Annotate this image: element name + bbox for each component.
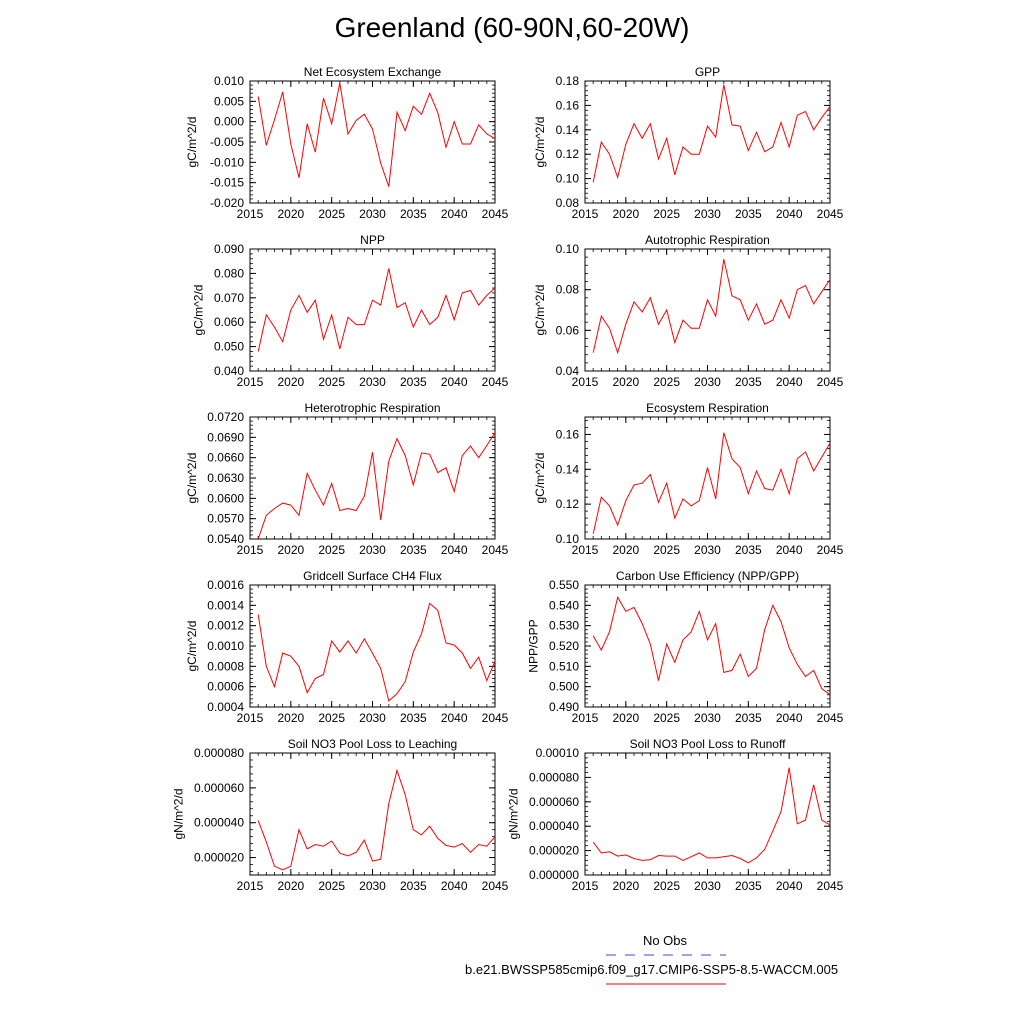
y-tick-label: 0.005 — [213, 94, 244, 109]
y-tick-label: 0.070 — [213, 290, 244, 305]
x-tick-label: 2035 — [734, 543, 762, 557]
x-tick-label: 2035 — [399, 543, 427, 557]
panel-title: GPP — [694, 65, 721, 79]
y-tick-label: 0.060 — [213, 315, 244, 330]
plot-frame — [250, 585, 495, 707]
y-tick-label: 0.10 — [555, 242, 579, 256]
x-tick-label: 2015 — [571, 207, 599, 221]
y-tick-label: -0.020 — [209, 196, 244, 210]
x-tick-label: 2045 — [481, 879, 509, 893]
series-line — [258, 433, 495, 539]
y-axis-label: gC/m^2/d — [533, 452, 548, 504]
chart-panel-10 — [506, 737, 843, 893]
y-tick-label: 0.00010 — [535, 746, 579, 760]
x-tick-label: 2040 — [775, 375, 803, 389]
y-tick-label: 0.10 — [555, 171, 579, 186]
y-axis-label: NPP/GPP — [526, 619, 541, 673]
chart-panel-7 — [185, 569, 509, 725]
y-axis-label: gC/m^2/d — [533, 284, 548, 336]
x-tick-label: 2030 — [694, 711, 721, 725]
y-tick-label: -0.010 — [209, 155, 244, 170]
x-tick-label: 2030 — [694, 879, 721, 893]
plot-frame — [585, 249, 830, 371]
x-tick-label: 2015 — [571, 543, 599, 557]
series-line — [593, 85, 830, 183]
x-tick-label: 2020 — [277, 207, 305, 221]
x-tick-label: 2025 — [653, 375, 681, 389]
y-tick-label: 0.000020 — [528, 843, 579, 858]
chart-panel-1 — [185, 65, 509, 221]
y-tick-label: 0.0014 — [207, 598, 244, 613]
x-tick-label: 2020 — [612, 543, 640, 557]
y-tick-label: 0.0600 — [207, 491, 244, 506]
x-tick-label: 2040 — [775, 543, 803, 557]
y-tick-label: 0.0630 — [207, 471, 244, 485]
y-tick-label: 0.14 — [555, 122, 579, 137]
y-tick-label: 0.490 — [548, 700, 579, 714]
legend-obs-label: No Obs — [642, 933, 688, 948]
y-tick-label: 0.14 — [555, 462, 579, 477]
x-tick-label: 2020 — [277, 711, 305, 725]
x-tick-label: 2025 — [653, 879, 681, 893]
y-tick-label: 0.000 — [213, 114, 244, 129]
panel-title: Heterotrophic Respiration — [304, 401, 441, 415]
x-tick-label: 2045 — [481, 375, 509, 389]
y-tick-label: 0.0690 — [207, 430, 244, 445]
y-tick-label: 0.000060 — [193, 780, 244, 795]
x-tick-label: 2020 — [612, 879, 640, 893]
x-tick-label: 2015 — [236, 879, 264, 893]
x-tick-label: 2025 — [653, 543, 681, 557]
y-tick-label: 0.0016 — [207, 578, 244, 592]
x-tick-label: 2020 — [277, 375, 305, 389]
x-tick-label: 2035 — [734, 207, 762, 221]
x-tick-label: 2030 — [359, 711, 386, 725]
y-tick-label: 0.010 — [213, 74, 244, 88]
x-tick-label: 2035 — [734, 879, 762, 893]
x-tick-label: 2045 — [481, 711, 509, 725]
x-tick-label: 2030 — [359, 375, 386, 389]
y-tick-label: 0.04 — [555, 364, 579, 378]
x-tick-label: 2040 — [775, 711, 803, 725]
x-tick-label: 2025 — [318, 375, 346, 389]
x-tick-label: 2040 — [440, 375, 468, 389]
x-tick-label: 2015 — [571, 879, 599, 893]
y-tick-label: 0.0540 — [207, 532, 244, 546]
y-tick-label: 0.0012 — [207, 618, 244, 633]
chart-panel-3 — [192, 233, 509, 389]
y-tick-label: 0.000000 — [528, 868, 579, 882]
x-tick-label: 2020 — [612, 711, 640, 725]
x-tick-label: 2025 — [653, 207, 681, 221]
y-tick-label: 0.0570 — [207, 511, 244, 526]
x-tick-label: 2040 — [440, 711, 468, 725]
plot-frame — [250, 81, 495, 203]
y-tick-label: 0.500 — [548, 679, 579, 694]
x-tick-label: 2045 — [481, 207, 509, 221]
x-tick-label: 2045 — [816, 375, 844, 389]
x-tick-label: 2040 — [440, 543, 468, 557]
y-tick-label: 0.18 — [555, 74, 579, 88]
x-tick-label: 2045 — [816, 543, 844, 557]
x-tick-label: 2025 — [318, 207, 346, 221]
panel-title: Ecosystem Respiration — [646, 401, 769, 415]
chart-panel-2 — [533, 65, 843, 221]
y-tick-label: 0.12 — [555, 147, 579, 162]
x-tick-label: 2035 — [734, 711, 762, 725]
y-tick-label: 0.0008 — [207, 659, 244, 674]
x-tick-label: 2015 — [236, 711, 264, 725]
y-tick-label: 0.000040 — [193, 815, 244, 830]
y-tick-label: 0.540 — [548, 598, 579, 613]
x-tick-label: 2020 — [277, 543, 305, 557]
y-tick-label: 0.0004 — [207, 700, 244, 714]
x-tick-label: 2045 — [816, 207, 844, 221]
y-tick-label: 0.0660 — [207, 450, 244, 465]
series-line — [593, 768, 830, 863]
x-tick-label: 2045 — [816, 711, 844, 725]
y-tick-label: 0.000080 — [193, 746, 244, 760]
panel-title: NPP — [360, 233, 385, 247]
plot-frame — [250, 249, 495, 371]
y-tick-label: 0.530 — [548, 618, 579, 633]
series-line — [593, 597, 830, 695]
chart-panel-6 — [533, 401, 843, 557]
y-axis-label: gC/m^2/d — [184, 452, 199, 504]
chart-panel-5 — [185, 401, 509, 557]
x-tick-label: 2035 — [734, 375, 762, 389]
series-line — [258, 603, 495, 701]
y-tick-label: 0.090 — [213, 242, 244, 256]
x-tick-label: 2035 — [399, 711, 427, 725]
x-tick-label: 2035 — [399, 207, 427, 221]
x-tick-label: 2020 — [277, 879, 305, 893]
legend-model-label: b.e21.BWSSP585cmip6.f09_g17.CMIP6-SSP5-8.5-WACCM.005 — [465, 962, 839, 977]
x-tick-label: 2020 — [612, 207, 640, 221]
x-tick-label: 2025 — [318, 711, 346, 725]
y-tick-label: -0.005 — [209, 135, 244, 149]
x-tick-label: 2040 — [775, 207, 803, 221]
x-tick-label: 2030 — [694, 207, 721, 221]
panel-title: Soil NO3 Pool Loss to Leaching — [287, 737, 458, 751]
x-tick-label: 2015 — [571, 711, 599, 725]
y-tick-label: 0.550 — [548, 578, 579, 592]
panel-title: Soil NO3 Pool Loss to Runoff — [629, 737, 786, 751]
figure-title: Greenland (60-90N,60-20W) — [334, 12, 690, 43]
y-axis-label: gC/m^2/d — [191, 284, 206, 336]
x-tick-label: 2035 — [399, 375, 427, 389]
y-tick-label: 0.12 — [555, 497, 579, 512]
y-axis-label: gN/m^2/d — [171, 788, 186, 840]
y-tick-label: 0.000020 — [193, 850, 244, 865]
x-tick-label: 2030 — [694, 543, 721, 557]
x-tick-label: 2035 — [399, 879, 427, 893]
y-tick-label: -0.015 — [209, 175, 244, 190]
y-tick-label: 0.040 — [213, 364, 244, 378]
plot-frame — [250, 417, 495, 539]
y-axis-label: gC/m^2/d — [184, 620, 199, 672]
y-tick-label: 0.080 — [213, 266, 244, 281]
panel-title: Gridcell Surface CH4 Flux — [303, 569, 442, 583]
y-tick-label: 0.000060 — [528, 794, 579, 809]
x-tick-label: 2015 — [236, 375, 264, 389]
x-tick-label: 2025 — [318, 879, 346, 893]
chart-panel-9 — [171, 737, 508, 893]
x-tick-label: 2040 — [775, 879, 803, 893]
x-tick-label: 2015 — [571, 375, 599, 389]
chart-panel-8 — [527, 569, 844, 725]
x-tick-label: 2030 — [694, 375, 721, 389]
series-line — [258, 770, 495, 869]
plot-frame — [585, 753, 830, 875]
x-tick-label: 2015 — [236, 543, 264, 557]
x-tick-label: 2040 — [440, 879, 468, 893]
x-tick-label: 2020 — [612, 375, 640, 389]
y-tick-label: 0.16 — [555, 98, 579, 113]
y-tick-label: 0.0720 — [207, 410, 244, 424]
y-tick-label: 0.510 — [548, 659, 579, 674]
x-tick-label: 2025 — [318, 543, 346, 557]
y-tick-label: 0.0010 — [207, 639, 244, 653]
y-tick-label: 0.520 — [548, 639, 579, 653]
plot-frame — [585, 81, 830, 203]
y-tick-label: 0.06 — [555, 323, 579, 338]
panel-title: Carbon Use Efficiency (NPP/GPP) — [615, 569, 800, 583]
y-axis-label: gC/m^2/d — [533, 116, 548, 168]
series-line — [258, 83, 495, 187]
y-tick-label: 0.050 — [213, 339, 244, 354]
panel-title: Autotrophic Respiration — [645, 233, 770, 247]
y-tick-label: 0.08 — [555, 282, 579, 297]
panels-group — [171, 65, 843, 893]
chart-panel-4 — [533, 233, 843, 389]
x-tick-label: 2045 — [481, 543, 509, 557]
x-tick-label: 2030 — [359, 207, 386, 221]
panel-title: Net Ecosystem Exchange — [303, 65, 442, 79]
series-line — [593, 433, 830, 534]
series-line — [593, 259, 830, 353]
plot-frame — [250, 753, 495, 875]
y-tick-label: 0.0006 — [207, 679, 244, 694]
x-tick-label: 2025 — [653, 711, 681, 725]
y-axis-label: gN/m^2/d — [506, 788, 521, 840]
y-tick-label: 0.08 — [555, 196, 579, 210]
x-tick-label: 2040 — [440, 207, 468, 221]
y-tick-label: 0.000080 — [528, 770, 579, 785]
y-tick-label: 0.000040 — [528, 819, 579, 834]
x-tick-label: 2045 — [816, 879, 844, 893]
y-tick-label: 0.10 — [555, 532, 579, 546]
x-tick-label: 2030 — [359, 543, 386, 557]
series-line — [258, 269, 495, 352]
y-axis-label: gC/m^2/d — [184, 116, 199, 168]
y-tick-label: 0.16 — [555, 427, 579, 442]
x-tick-label: 2015 — [236, 207, 264, 221]
x-tick-label: 2030 — [359, 879, 386, 893]
